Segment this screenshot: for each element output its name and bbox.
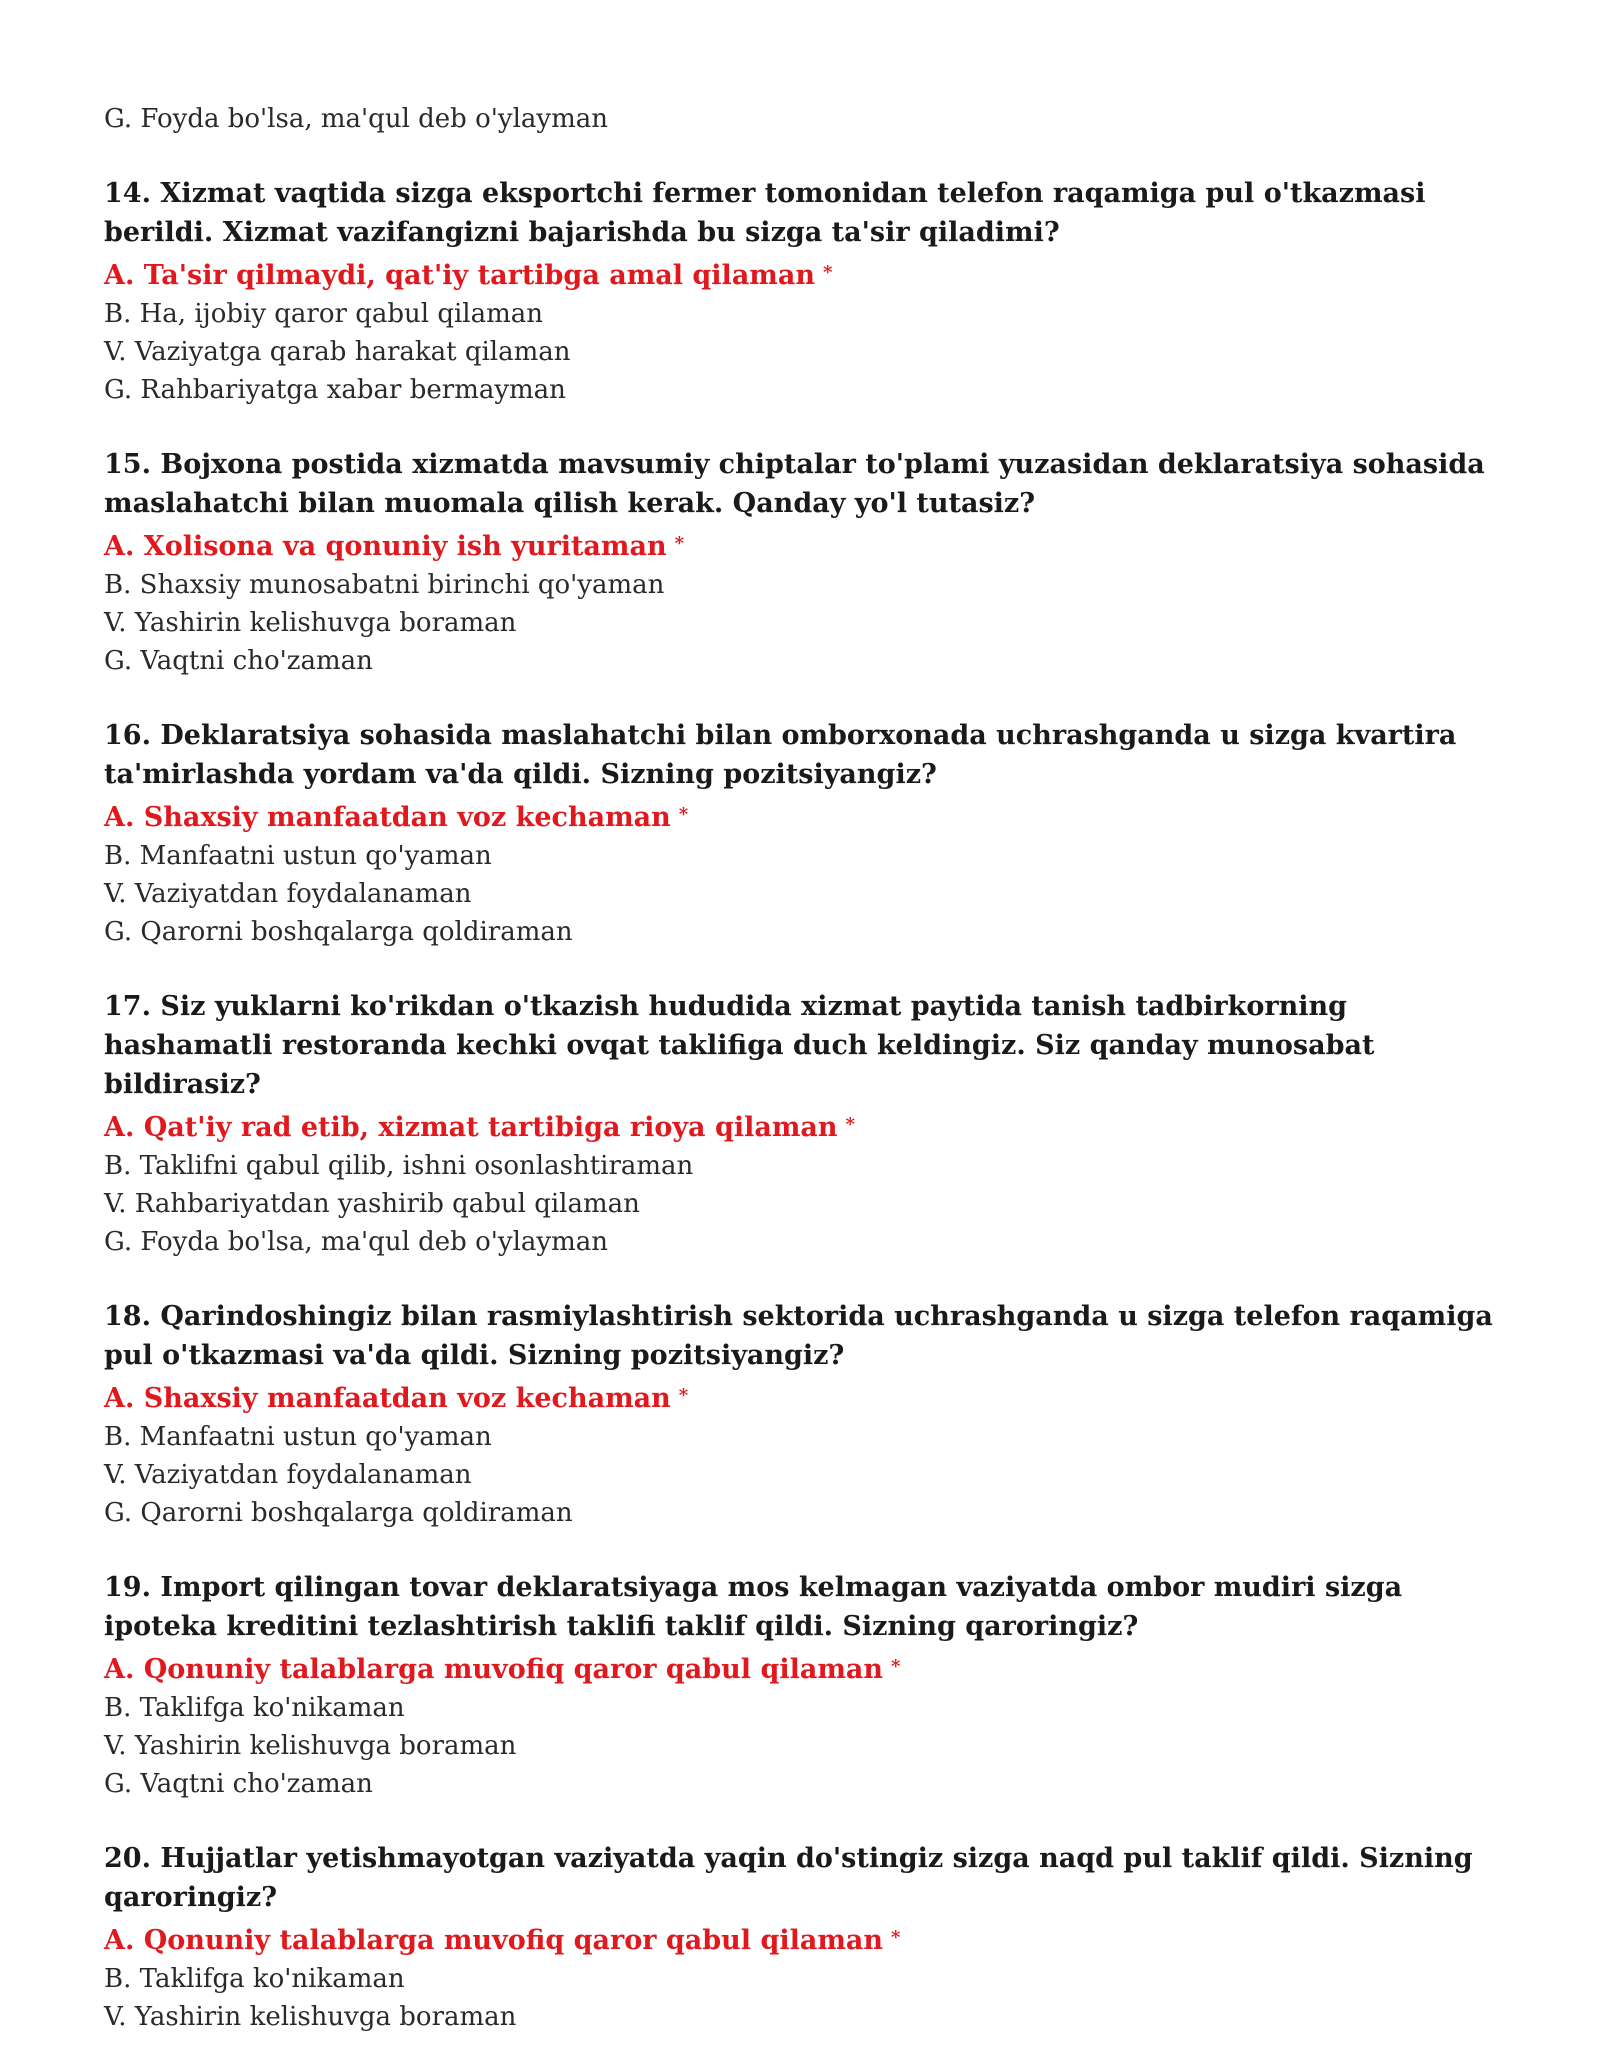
answer-option: V. Vaziyatdan foydalanaman bbox=[104, 1460, 472, 1490]
answer-option: G. Qarorni boshqalarga qoldiraman bbox=[104, 1498, 573, 1528]
correct-answer-text: A. Xolisona va qonuniy ish yuritaman bbox=[104, 531, 667, 562]
answer-option: B. Manfaatni ustun qo'yaman bbox=[104, 1422, 492, 1452]
correct-answer-text: A. Shaxsiy manfaatdan voz kechaman bbox=[104, 802, 671, 833]
question-block bbox=[104, 716, 1504, 951]
answer-option: V. Vaziyatdan foydalanaman bbox=[104, 879, 472, 909]
answer-option: G. Foyda bo'lsa, ma'qul deb o'ylayman bbox=[104, 1227, 608, 1257]
correct-answer bbox=[104, 1105, 1504, 1147]
question-block bbox=[104, 987, 1504, 1261]
question-text: 18. Qarindoshingiz bilan rasmiylashtirish sektorida uchrashganda u sizga telefon raqamiga pul o'tkazmasi va'da qildi. Sizning pozitsiyangiz? bbox=[104, 1301, 1493, 1371]
question-text: 15. Bojxona postida xizmatda mavsumiy chiptalar to'plami yuzasidan deklaratsiya sohasida maslahatchi bilan muomala qilish kerak. Qanday yo'l tutasiz? bbox=[104, 449, 1485, 519]
question-block bbox=[104, 1568, 1504, 1803]
correct-answer-marker: * bbox=[678, 1385, 689, 1406]
question-block bbox=[104, 1839, 1504, 2036]
answer-option: G. Rahbariyatga xabar bermayman bbox=[104, 375, 566, 405]
question-text: 17. Siz yuklarni ko'rikdan o'tkazish hududida xizmat paytida tanish tadbirkorning hashamatli restoranda kechki ovqat taklifiga duch keldingiz. Siz qanday munosabat bildirasiz? bbox=[104, 991, 1375, 1100]
answer-option: V. Rahbariyatdan yashirib qabul qilaman bbox=[104, 1189, 640, 1219]
correct-answer bbox=[104, 1647, 1504, 1689]
question-block bbox=[104, 174, 1504, 409]
correct-answer bbox=[104, 1918, 1504, 1960]
correct-answer-marker: * bbox=[845, 1114, 855, 1135]
correct-answer-text: A. Qat'iy rad etib, xizmat tartibiga rioya qilaman bbox=[104, 1112, 838, 1143]
correct-answer-marker: * bbox=[891, 1656, 901, 1677]
answer-option: V. Yashirin kelishuvga boraman bbox=[104, 2002, 517, 2032]
question-text: 19. Import qilingan tovar deklaratsiyaga mos kelmagan vaziyatda ombor mudiri sizga ipoteka kreditini tezlashtirish taklifi taklif qildi. Sizning qaroringiz? bbox=[104, 1572, 1403, 1642]
correct-answer-text: A. Qonuniy talablarga muvofiq qaror qabul qilaman bbox=[104, 1654, 884, 1685]
document-page bbox=[104, 100, 1504, 2036]
question-text: 20. Hujjatlar yetishmayotgan vaziyatda yaqin do'stingiz sizga naqd pul taklif qildi. Sizning qaroringiz? bbox=[104, 1843, 1473, 1913]
answer-option: G. Vaqtni cho'zaman bbox=[104, 646, 373, 676]
answer-option: V. Yashirin kelishuvga boraman bbox=[104, 1731, 517, 1761]
answer-option: B. Ha, ijobiy qaror qabul qilaman bbox=[104, 299, 543, 329]
correct-answer-marker: * bbox=[674, 533, 685, 554]
question-block bbox=[104, 445, 1504, 680]
correct-answer-marker: * bbox=[678, 804, 689, 825]
correct-answer-text: A. Shaxsiy manfaatdan voz kechaman bbox=[104, 1383, 671, 1414]
correct-answer-marker: * bbox=[891, 1927, 901, 1948]
carryover-option: G. Foyda bo'lsa, ma'qul deb o'ylayman bbox=[104, 104, 608, 134]
answer-option: B. Taklifni qabul qilib, ishni osonlashtiraman bbox=[104, 1151, 694, 1181]
question-block bbox=[104, 1297, 1504, 1532]
correct-answer bbox=[104, 795, 1504, 837]
correct-answer-text: A. Ta'sir qilmaydi, qat'iy tartibga amal qilaman bbox=[104, 260, 816, 291]
correct-answer bbox=[104, 1376, 1504, 1418]
correct-answer-marker: * bbox=[823, 262, 833, 283]
correct-answer-text: A. Qonuniy talablarga muvofiq qaror qabul qilaman bbox=[104, 1925, 884, 1956]
question-list bbox=[104, 174, 1504, 2036]
answer-option: B. Taklifga ko'nikaman bbox=[104, 1693, 405, 1723]
answer-option: G. Qarorni boshqalarga qoldiraman bbox=[104, 917, 573, 947]
answer-option: G. Vaqtni cho'zaman bbox=[104, 1769, 373, 1799]
correct-answer bbox=[104, 524, 1504, 566]
correct-answer bbox=[104, 253, 1504, 295]
answer-option: V. Yashirin kelishuvga boraman bbox=[104, 608, 517, 638]
question-text: 14. Xizmat vaqtida sizga eksportchi fermer tomonidan telefon raqamiga pul o'tkazmasi berildi. Xizmat vazifangizni bajarishda bu sizga ta'sir qiladimi? bbox=[104, 178, 1426, 248]
answer-option: B. Taklifga ko'nikaman bbox=[104, 1964, 405, 1994]
answer-option: B. Manfaatni ustun qo'yaman bbox=[104, 841, 492, 871]
answer-option: V. Vaziyatga qarab harakat qilaman bbox=[104, 337, 571, 367]
question-text: 16. Deklaratsiya sohasida maslahatchi bilan omborxonada uchrashganda u sizga kvartira ta'mirlashda yordam va'da qildi. Sizning pozitsiyangiz? bbox=[104, 720, 1457, 790]
answer-option: B. Shaxsiy munosabatni birinchi qo'yaman bbox=[104, 570, 665, 600]
